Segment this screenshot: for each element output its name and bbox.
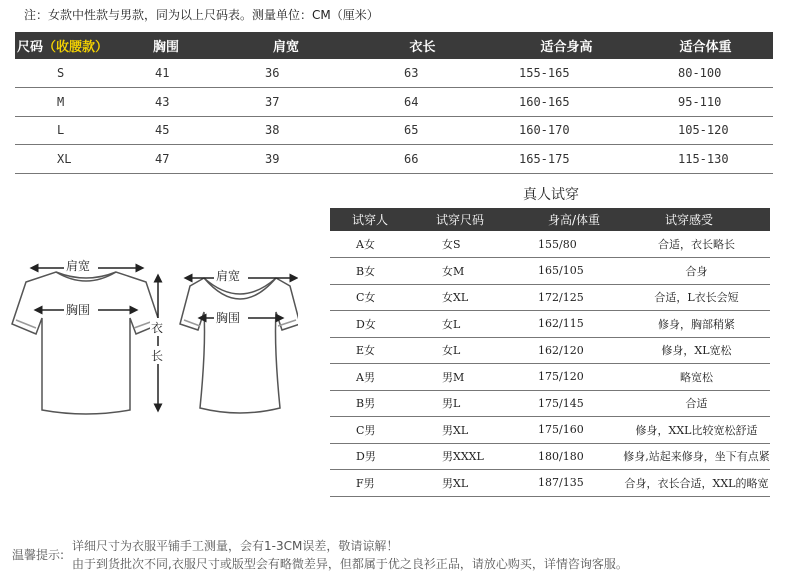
table-row bbox=[15, 88, 773, 117]
tips-label: 温馨提示: bbox=[12, 548, 65, 562]
cell-tryon-size: 女S bbox=[420, 231, 518, 258]
table-row bbox=[330, 258, 770, 285]
cell-weight: 105-120 bbox=[638, 116, 773, 145]
cell-feel: 合适，衣长略长 bbox=[623, 231, 770, 258]
cell-size: XL bbox=[15, 145, 110, 174]
tshirt-measurement-diagram bbox=[8, 250, 298, 422]
cell-shoulder: 36 bbox=[222, 59, 350, 88]
cell-tryon-size: 男XL bbox=[420, 417, 518, 444]
header-person: 试穿人 bbox=[330, 208, 420, 231]
cell-person: C女 bbox=[330, 284, 420, 311]
cell-body: 175/160 bbox=[518, 417, 623, 444]
cell-size: M bbox=[15, 88, 110, 117]
table-row bbox=[330, 284, 770, 311]
cell-person: C男 bbox=[330, 417, 420, 444]
cell-feel: 合身 bbox=[623, 258, 770, 285]
womens-tshirt-outline bbox=[180, 278, 298, 413]
cell-length: 63 bbox=[350, 59, 495, 88]
cell-shoulder: 38 bbox=[222, 116, 350, 145]
header-length: 衣长 bbox=[350, 32, 495, 59]
cell-shoulder: 39 bbox=[222, 145, 350, 174]
table-row bbox=[330, 417, 770, 444]
cell-person: A男 bbox=[330, 364, 420, 391]
table-row bbox=[15, 116, 773, 145]
cell-length: 65 bbox=[350, 116, 495, 145]
cell-person: D女 bbox=[330, 311, 420, 338]
cell-tryon-size: 女XL bbox=[420, 284, 518, 311]
cell-feel: 合适 bbox=[623, 390, 770, 417]
size-chart-table bbox=[15, 32, 773, 174]
cell-height: 160-170 bbox=[495, 116, 638, 145]
tips-text bbox=[72, 537, 628, 573]
label-chest-womens: 胸围 bbox=[216, 311, 241, 325]
cell-size: L bbox=[15, 116, 110, 145]
cell-weight: 115-130 bbox=[638, 145, 773, 174]
label-shoulder-mens: 肩宽 bbox=[66, 259, 91, 273]
cell-feel: 修身，XXL比较宽松舒适 bbox=[623, 417, 770, 444]
cell-weight: 80-100 bbox=[638, 59, 773, 88]
table-row bbox=[330, 311, 770, 338]
cell-body: 175/145 bbox=[518, 390, 623, 417]
cell-size: S bbox=[15, 59, 110, 88]
cell-person: A女 bbox=[330, 231, 420, 258]
header-shoulder: 肩宽 bbox=[222, 32, 350, 59]
cell-body: 155/80 bbox=[518, 231, 623, 258]
cell-person: F男 bbox=[330, 470, 420, 497]
cell-body: 172/125 bbox=[518, 284, 623, 311]
cell-feel: 修身，胸部稍紧 bbox=[623, 311, 770, 338]
cell-body: 162/115 bbox=[518, 311, 623, 338]
cell-person: B男 bbox=[330, 390, 420, 417]
cell-height: 155-165 bbox=[495, 59, 638, 88]
cell-tryon-size: 男L bbox=[420, 390, 518, 417]
cell-body: 165/105 bbox=[518, 258, 623, 285]
table-row bbox=[330, 337, 770, 364]
cell-feel: 合身，衣长合适，XXL的略宽 bbox=[623, 470, 770, 497]
label-length-2: 长 bbox=[151, 349, 164, 363]
table-row bbox=[15, 145, 773, 174]
cell-tryon-size: 女L bbox=[420, 311, 518, 338]
cell-body: 162/120 bbox=[518, 337, 623, 364]
cell-feel: 合适，L衣长会短 bbox=[623, 284, 770, 311]
header-chest: 胸围 bbox=[110, 32, 222, 59]
header-size: 尺码（收腰款） bbox=[15, 32, 110, 59]
header-body: 身高/体重 bbox=[518, 208, 623, 231]
cell-body: 180/180 bbox=[518, 443, 623, 470]
label-shoulder-womens: 肩宽 bbox=[216, 269, 241, 283]
table-row bbox=[330, 390, 770, 417]
cell-tryon-size: 男M bbox=[420, 364, 518, 391]
cell-body: 175/120 bbox=[518, 364, 623, 391]
cell-feel: 修身,站起来修身，坐下有点紧 bbox=[623, 443, 770, 470]
cell-person: B女 bbox=[330, 258, 420, 285]
tips-line-2: 由于到货批次不同,衣服尺寸或版型会有略微差异，但都属于优之良衫正品，请放心购买，详情咨询客服。 bbox=[72, 557, 628, 571]
cell-chest: 47 bbox=[110, 145, 222, 174]
cell-chest: 45 bbox=[110, 116, 222, 145]
cell-length: 66 bbox=[350, 145, 495, 174]
tryon-header bbox=[330, 208, 770, 231]
label-chest-mens: 胸围 bbox=[66, 303, 91, 317]
cell-shoulder: 37 bbox=[222, 88, 350, 117]
size-chart-header bbox=[15, 32, 773, 59]
cell-tryon-size: 男XL bbox=[420, 470, 518, 497]
cell-body: 187/135 bbox=[518, 470, 623, 497]
cell-chest: 43 bbox=[110, 88, 222, 117]
cell-person: D男 bbox=[330, 443, 420, 470]
cell-height: 160-165 bbox=[495, 88, 638, 117]
table-row bbox=[330, 231, 770, 258]
header-weight: 适合体重 bbox=[638, 32, 773, 59]
table-row bbox=[330, 443, 770, 470]
table-row bbox=[15, 59, 773, 88]
cell-feel: 修身，XL宽松 bbox=[623, 337, 770, 364]
cell-tryon-size: 女M bbox=[420, 258, 518, 285]
header-size-highlight: （收腰款） bbox=[43, 40, 109, 55]
cell-person: E女 bbox=[330, 337, 420, 364]
cell-height: 165-175 bbox=[495, 145, 638, 174]
cell-length: 64 bbox=[350, 88, 495, 117]
cell-tryon-size: 男XXXL bbox=[420, 443, 518, 470]
cell-weight: 95-110 bbox=[638, 88, 773, 117]
tryon-table bbox=[330, 208, 770, 497]
table-row bbox=[330, 470, 770, 497]
tips-line-1: 详细尺寸为衣服平铺手工测量，会有1-3CM误差，敬请谅解！ bbox=[72, 539, 399, 553]
header-feel: 试穿感受 bbox=[623, 208, 770, 231]
cell-chest: 41 bbox=[110, 59, 222, 88]
size-note: 注：女款中性款与男款，同为以上尺码表。测量单位：CM（厘米） bbox=[24, 8, 379, 22]
label-length-1: 衣 bbox=[151, 321, 164, 335]
mens-tshirt-outline bbox=[12, 272, 160, 414]
cell-feel: 略宽松 bbox=[623, 364, 770, 391]
header-tryon-size: 试穿尺码 bbox=[420, 208, 518, 231]
header-height: 适合身高 bbox=[495, 32, 638, 59]
cell-tryon-size: 女L bbox=[420, 337, 518, 364]
table-row bbox=[330, 364, 770, 391]
tryon-title: 真人试穿 bbox=[523, 187, 579, 203]
